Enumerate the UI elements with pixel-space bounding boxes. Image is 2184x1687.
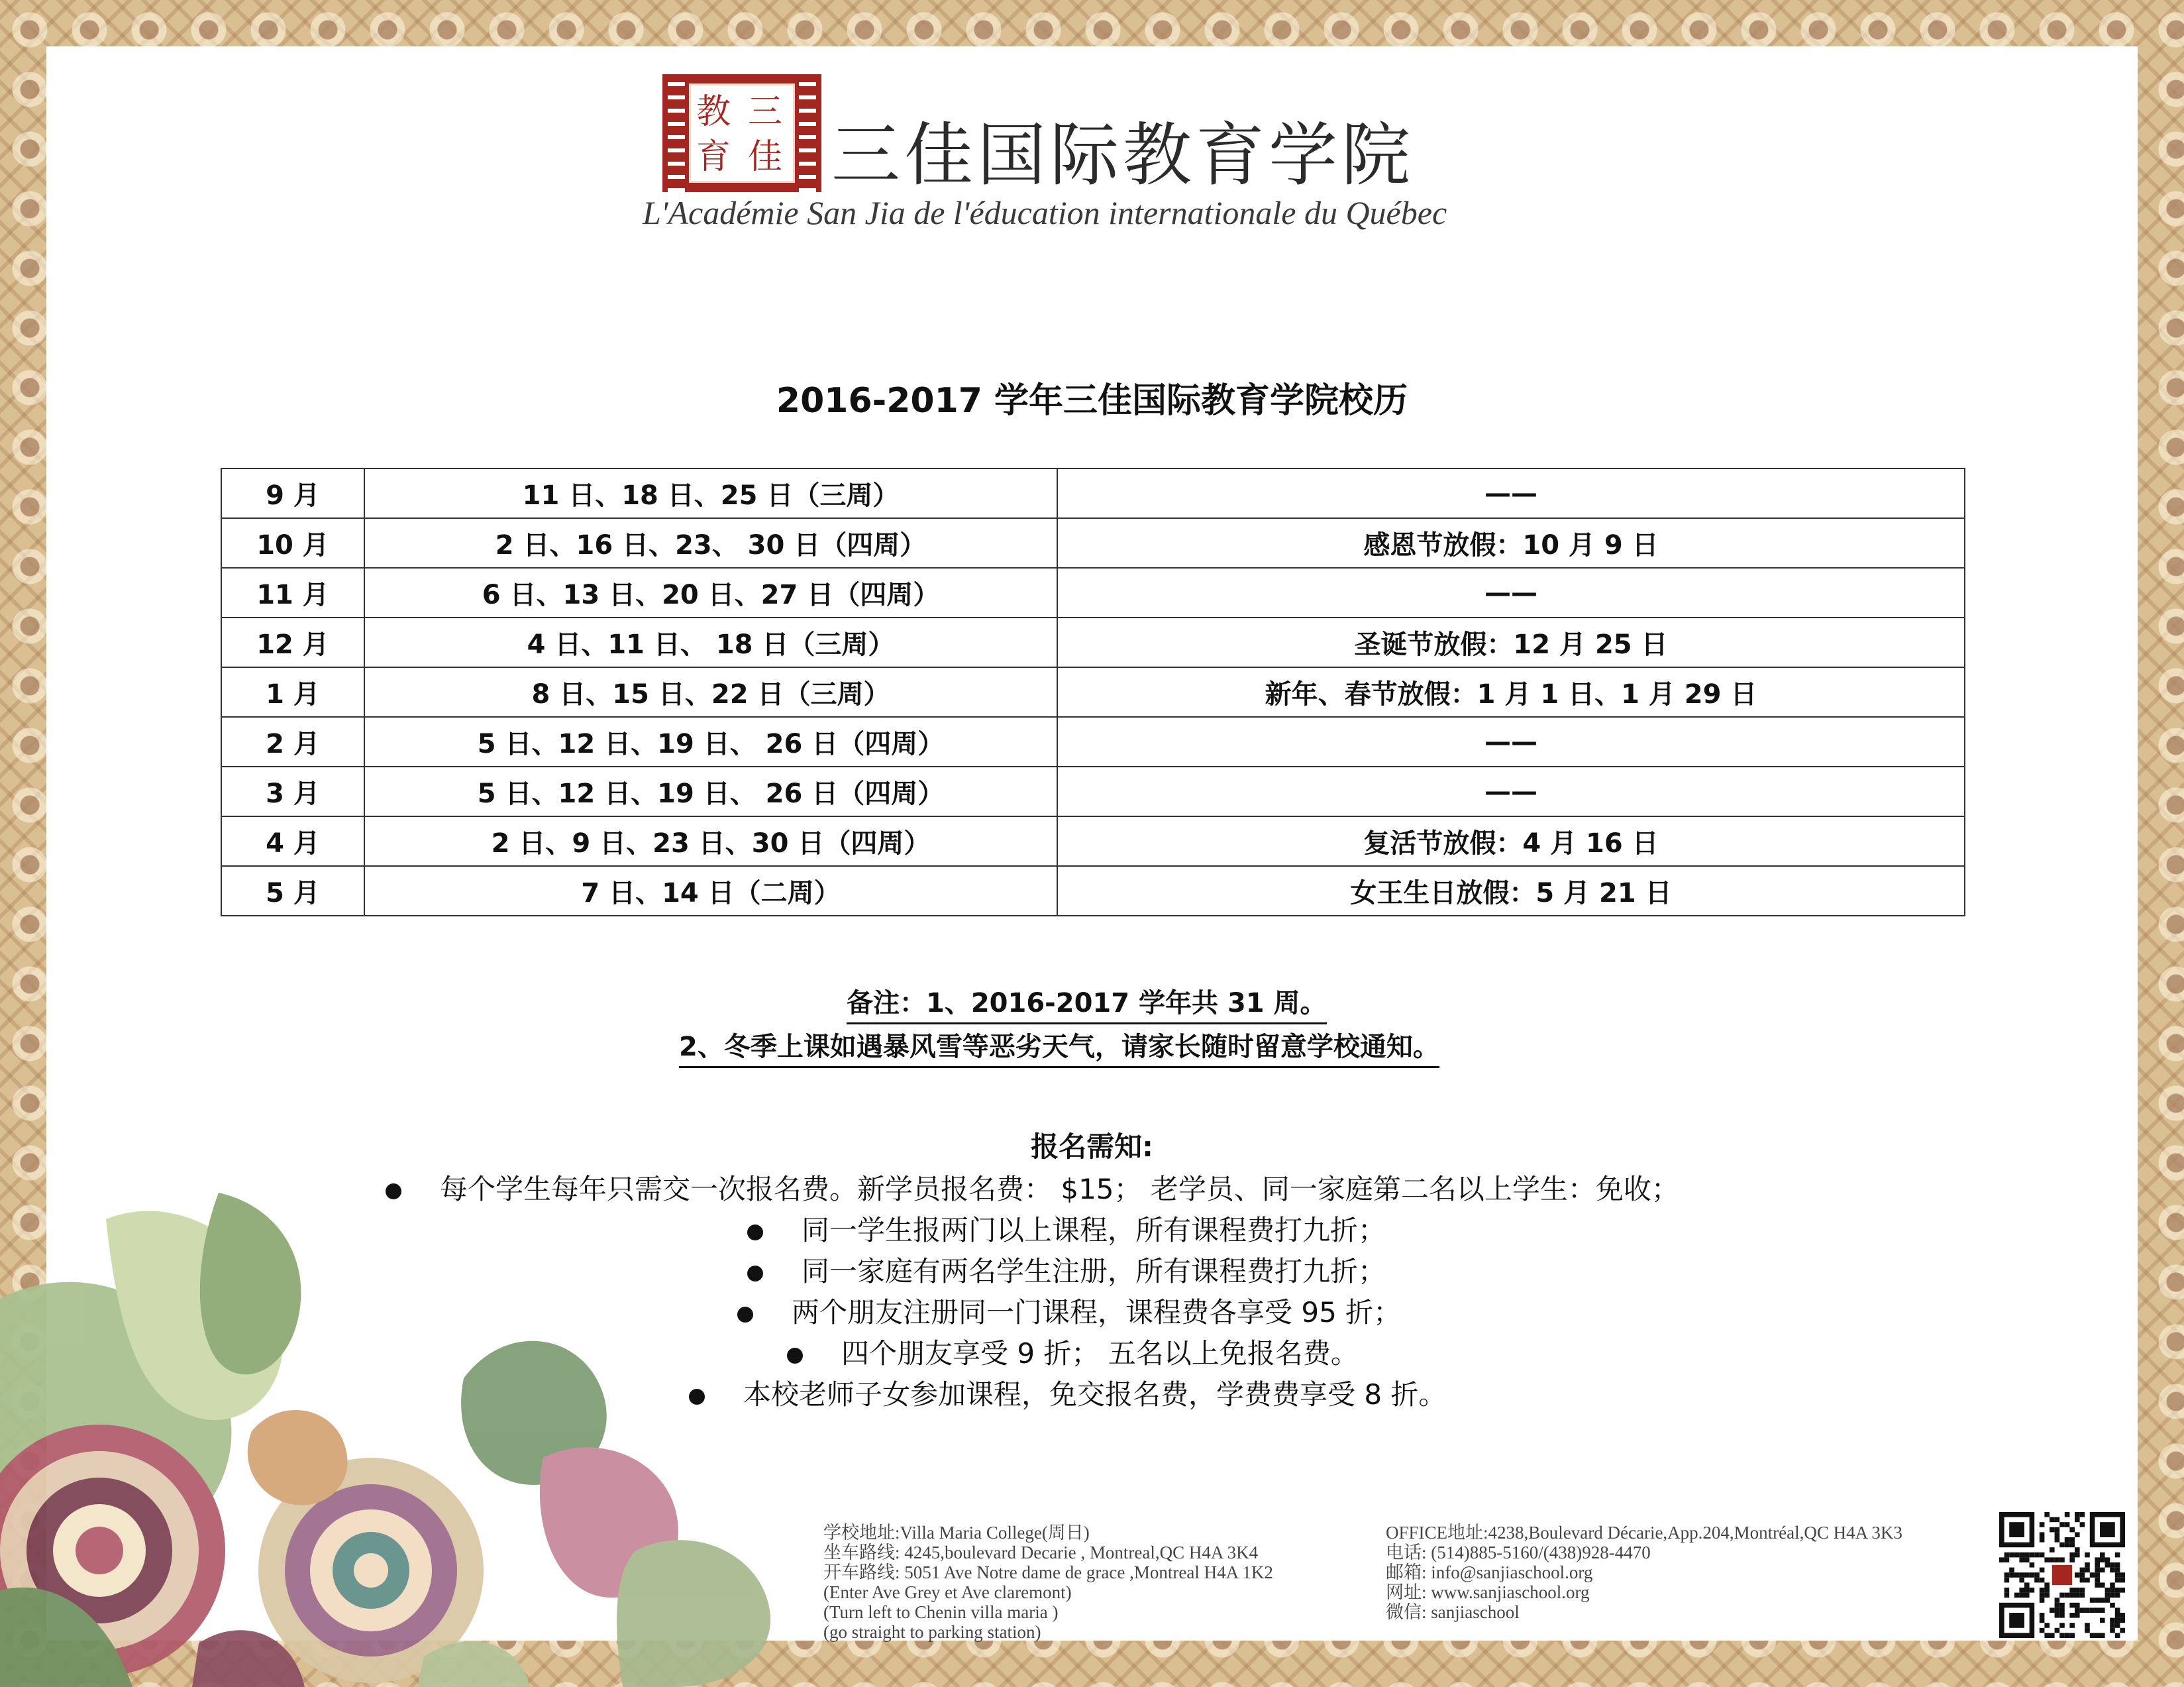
list-item-text: 同一学生报两门以上课程，所有课程费打九折； — [802, 1214, 1386, 1246]
bullet-icon — [737, 1307, 753, 1323]
month-cell: 9 月 — [221, 468, 364, 518]
contact-label: 邮箱: — [1386, 1562, 1427, 1582]
dates-cell: 5 日、12 日、19 日、 26 日（四周） — [364, 717, 1057, 767]
contact-line — [1386, 1543, 1902, 1562]
holiday-cell: —— — [1057, 767, 1965, 816]
table-row — [221, 568, 1965, 618]
address-line — [823, 1602, 1273, 1622]
month-cell: 5 月 — [221, 866, 364, 916]
seal-char: 育 — [696, 137, 731, 177]
seal-mark — [662, 74, 821, 192]
contact-label: 网址: — [1386, 1582, 1427, 1602]
website-value: www.sanjiaschool.org — [1431, 1582, 1590, 1602]
list-item — [689, 1373, 1446, 1413]
month-cell: 11 月 — [221, 568, 364, 618]
list-item-text: 同一家庭有两名学生注册，所有课程费打九折； — [802, 1255, 1386, 1287]
contact-label: 电话: — [1386, 1543, 1427, 1562]
table-row — [221, 717, 1965, 767]
dates-cell: 8 日、15 日、22 日（三周） — [364, 667, 1057, 717]
list-item — [386, 1168, 1679, 1207]
list-item — [787, 1332, 1359, 1372]
address-label: 学校地址 — [823, 1523, 895, 1543]
address-line — [823, 1622, 1273, 1642]
contact-line — [1386, 1582, 1902, 1602]
holiday-cell: —— — [1057, 468, 1965, 518]
table-row — [221, 767, 1965, 816]
calendar-title: 2016-2017 学年三佳国际教育学院校历 — [776, 381, 1408, 421]
bullet-icon — [747, 1224, 763, 1240]
dates-cell: 7 日、14 日（二周） — [364, 866, 1057, 916]
list-item — [737, 1291, 1401, 1331]
dates-cell: 2 日、9 日、23 日、30 日（四周） — [364, 816, 1057, 866]
contact-line — [1386, 1562, 1902, 1582]
note-line-2: 2、冬季上课如遇暴风雪等恶劣天气，请家长随时留意学校通知。 — [679, 1026, 1439, 1068]
school-calendar-table — [221, 468, 1965, 916]
holiday-cell: 女王生日放假：5 月 21 日 — [1057, 866, 1965, 916]
holiday-cell: 感恩节放假：10 月 9 日 — [1057, 518, 1965, 568]
note-line-1: 备注：1、2016-2017 学年共 31 周。 — [847, 982, 1327, 1024]
month-cell: 12 月 — [221, 618, 364, 667]
bullet-icon — [386, 1183, 401, 1199]
dates-cell: 4 日、11 日、 18 日（三周） — [364, 618, 1057, 667]
holiday-cell: —— — [1057, 717, 1965, 767]
registration-heading: 报名需知: — [1031, 1130, 1153, 1163]
dates-cell: 6 日、13 日、20 日、27 日（四周） — [364, 568, 1057, 618]
seal-char: 佳 — [748, 137, 783, 177]
wechat-value: sanjiaschool — [1431, 1602, 1520, 1622]
month-cell: 4 月 — [221, 816, 364, 866]
list-item — [747, 1250, 1386, 1289]
address-label: 开车路线: — [823, 1562, 900, 1582]
address-value: 5051 Ave Notre dame de grace ,Montreal H4A 1K2 — [904, 1562, 1273, 1582]
table-row — [221, 816, 1965, 866]
list-item — [747, 1209, 1386, 1248]
contact-label: OFFICE地址: — [1386, 1523, 1488, 1543]
month-cell: 2 月 — [221, 717, 364, 767]
bullet-icon — [689, 1389, 705, 1405]
address-value: :Villa Maria College(周日) — [895, 1523, 1090, 1543]
phone-value: (514)885-5160/(438)928-4470 — [1431, 1543, 1651, 1562]
holiday-cell: 复活节放假：4 月 16 日 — [1057, 816, 1965, 866]
table-row — [221, 468, 1965, 518]
school-logo — [662, 74, 821, 192]
school-name-chinese: 三佳国际教育学院 — [831, 115, 1415, 195]
month-cell: 10 月 — [221, 518, 364, 568]
holiday-cell: 圣诞节放假：12 月 25 日 — [1057, 618, 1965, 667]
bullet-icon — [747, 1266, 763, 1281]
address-line — [823, 1562, 1273, 1582]
dates-cell: 11 日、18 日、25 日（三周） — [364, 468, 1057, 518]
seal-inner — [689, 83, 795, 183]
contact-line — [1386, 1602, 1902, 1622]
table-row — [221, 618, 1965, 667]
address-value: (go straight to parking station) — [823, 1622, 1041, 1642]
floral-decoration — [0, 1179, 835, 1687]
contact-line — [1386, 1523, 1902, 1543]
table-row — [221, 518, 1965, 568]
address-value: (Turn left to Chenin villa maria ) — [823, 1602, 1059, 1622]
list-item-text: 四个朋友享受 9 折； 五名以上免报名费。 — [841, 1337, 1359, 1370]
address-value: 4245,boulevard Decarie , Montreal,QC H4A 3K4 — [904, 1543, 1259, 1562]
table-row — [221, 866, 1965, 916]
address-label: 坐车路线: — [823, 1543, 900, 1562]
address-line — [823, 1582, 1273, 1602]
school-address-block — [823, 1523, 1273, 1642]
qr-code-icon — [1999, 1512, 2125, 1638]
dates-cell: 5 日、12 日、19 日、 26 日（四周） — [364, 767, 1057, 816]
school-name-french: L'Académie San Jia de l'éducation internationale du Québec — [643, 194, 1447, 231]
month-cell: 1 月 — [221, 667, 364, 717]
holiday-cell: 新年、春节放假：1 月 1 日、1 月 29 日 — [1057, 667, 1965, 717]
bullet-icon — [787, 1348, 803, 1364]
month-cell: 3 月 — [221, 767, 364, 816]
holiday-cell: —— — [1057, 568, 1965, 618]
list-item-text: 每个学生每年只需交一次报名费。新学员报名费： $15； 老学员、同一家庭第二名以上学生：免收； — [440, 1173, 1679, 1205]
office-contact-block — [1386, 1523, 1902, 1622]
address-line — [823, 1543, 1273, 1562]
seal-char: 教 — [696, 92, 731, 132]
dates-cell: 2 日、16 日、23、 30 日（四周） — [364, 518, 1057, 568]
seal-char: 三 — [748, 92, 783, 132]
address-line — [823, 1523, 1273, 1543]
list-item-text: 两个朋友注册同一门课程，课程费各享受 95 折； — [792, 1296, 1402, 1329]
email-value: info@sanjiaschool.org — [1431, 1562, 1593, 1582]
list-item-text: 本校老师子女参加课程，免交报名费，学费费享受 8 折。 — [743, 1378, 1447, 1411]
address-value: (Enter Ave Grey et Ave claremont) — [823, 1582, 1072, 1602]
seal-right-pattern — [799, 74, 816, 192]
contact-value: 4238,Boulevard Décarie,App.204,Montréal,QC H4A 3K3 — [1488, 1523, 1902, 1543]
table-row — [221, 667, 1965, 717]
contact-label: 微信: — [1386, 1602, 1427, 1622]
seal-left-pattern — [668, 74, 685, 192]
